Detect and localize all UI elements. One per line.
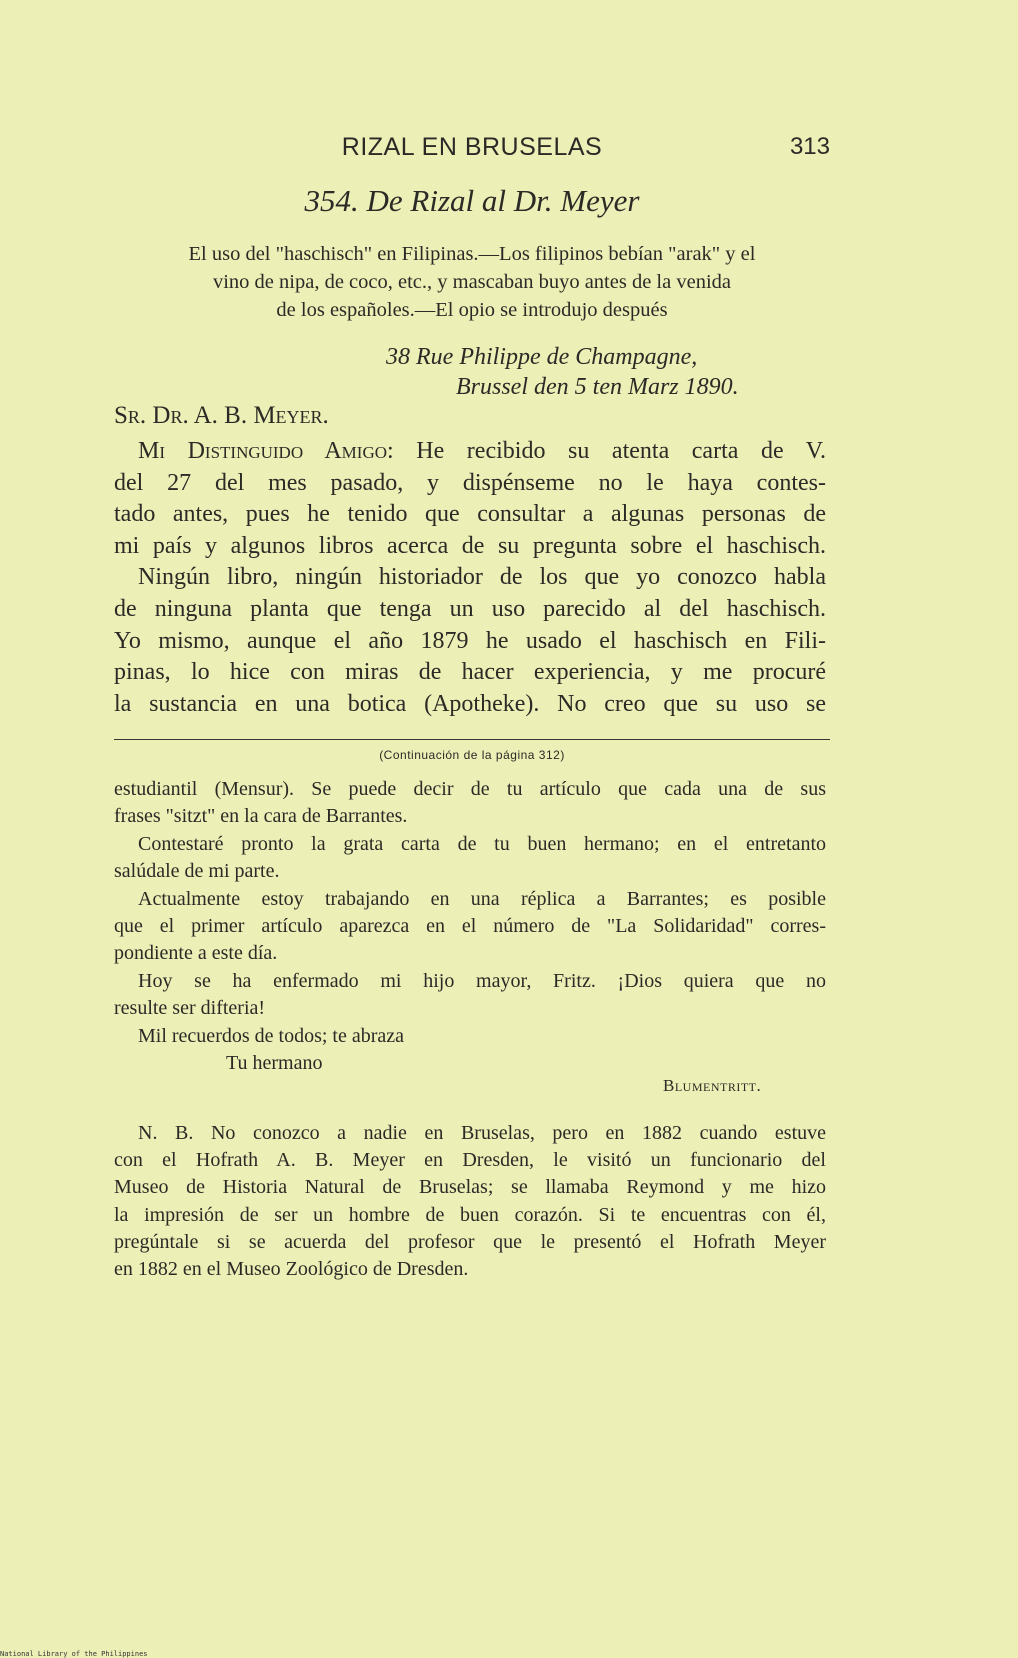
body-line: tado antes, pues he tenido que consultar a algunas personas de [114, 501, 826, 528]
nota-bene [114, 1120, 826, 1283]
nb-line: en 1882 en el Museo Zoológico de Dresden. [114, 1258, 469, 1281]
footnote-line: que el primer artículo aparezca en el número de "La Solidaridad" corres- [114, 915, 826, 938]
footnote-line: Contestaré pronto la grata carta de tu buen hermano; en el entretanto [138, 832, 826, 855]
body-line: del 27 del mes pasado, y dispénseme no le haya contes- [114, 469, 826, 496]
library-credit: National Library of the Philippines [0, 1650, 148, 1658]
signature: Blumentritt. [663, 1076, 762, 1095]
footnote-line: Actualmente estoy trabajando en una réplica a Barrantes; es posible [138, 887, 826, 910]
body-line: de ninguna planta que tenga un uso parecido al del haschisch. [114, 595, 826, 622]
footnote-line: Hoy se ha enfermado mi hijo mayor, Fritz. ¡Dios quiera que no [138, 969, 826, 992]
body-lead: Mi Distinguido Amigo: [138, 438, 394, 464]
footnote-line: Mil recuerdos de todos; te abraza [138, 1024, 405, 1047]
nb-line: N. B. No conozco a nadie en Bruselas, pero en 1882 cuando estuve [138, 1122, 826, 1144]
nb-line: con el Hofrath A. B. Meyer en Dresden, le visitó un funcionario del [114, 1149, 826, 1172]
footnote-line: salúdale de mi parte. [114, 860, 280, 883]
body-line: Ningún libro, ningún historiador de los que yo conozco habla [138, 564, 826, 591]
body-line: la sustancia en una botica (Apotheke). No creo que su uso se [114, 690, 826, 717]
summary-line: vino de nipa, de coco, etc., y mascaban buyo antes de la venida [212, 271, 731, 293]
address-line-1: 38 Rue Philippe de Champagne, [386, 344, 698, 370]
body-line: mi país y algunos libros acerca de su pregunta sobre el haschisch. [114, 532, 826, 559]
footnote-divider [114, 739, 830, 740]
footnote-line: frases "sitzt" en la cara de Barrantes. [114, 805, 408, 828]
footnote-line: resulte ser difteria! [114, 997, 266, 1020]
letter-summary [114, 240, 830, 324]
summary-line: de los españoles.—El opio se introdujo después [276, 299, 668, 321]
body-line-text: He recibido su atenta carta de V. [393, 438, 826, 464]
footnote-line: pondiente a este día. [114, 942, 278, 965]
body-line: Yo mismo, aunque el año 1879 he usado el haschisch en Fili- [114, 627, 826, 654]
footnote-line: Tu hermano [226, 1052, 323, 1075]
salutation: Sr. Dr. A. B. Meyer. [114, 402, 329, 429]
continuation-note: (Continuación de la página 312) [379, 748, 565, 762]
page-number: 313 [789, 133, 830, 160]
running-title: RIZAL EN BRUSELAS [341, 133, 603, 161]
body-line: pinas, lo hice con miras de hacer experiencia, y me procuré [114, 659, 826, 686]
footnote-line: estudiantil (Mensur). Se puede decir de tu artículo que cada una de sus [114, 778, 826, 800]
nb-line: la impresión de ser un hombre de buen corazón. Si te encuentras con él, [114, 1203, 826, 1226]
summary-line: El uso del "haschisch" en Filipinas.—Los filipinos bebían "arak" y el [188, 243, 756, 265]
letter-title: 354. De Rizal al Dr. Meyer [304, 183, 640, 218]
nb-line: Museo de Historia Natural de Bruselas; se llamaba Reymond y me hizo [114, 1176, 826, 1199]
nb-line: pregúntale si se acuerda del profesor que le presentó el Hofrath Meyer [114, 1230, 826, 1253]
running-head [114, 133, 830, 165]
letter-body [114, 436, 826, 720]
address-line-2: Brussel den 5 ten Marz 1890. [456, 374, 739, 400]
body-line [114, 436, 826, 468]
footnote-text [114, 776, 826, 1077]
